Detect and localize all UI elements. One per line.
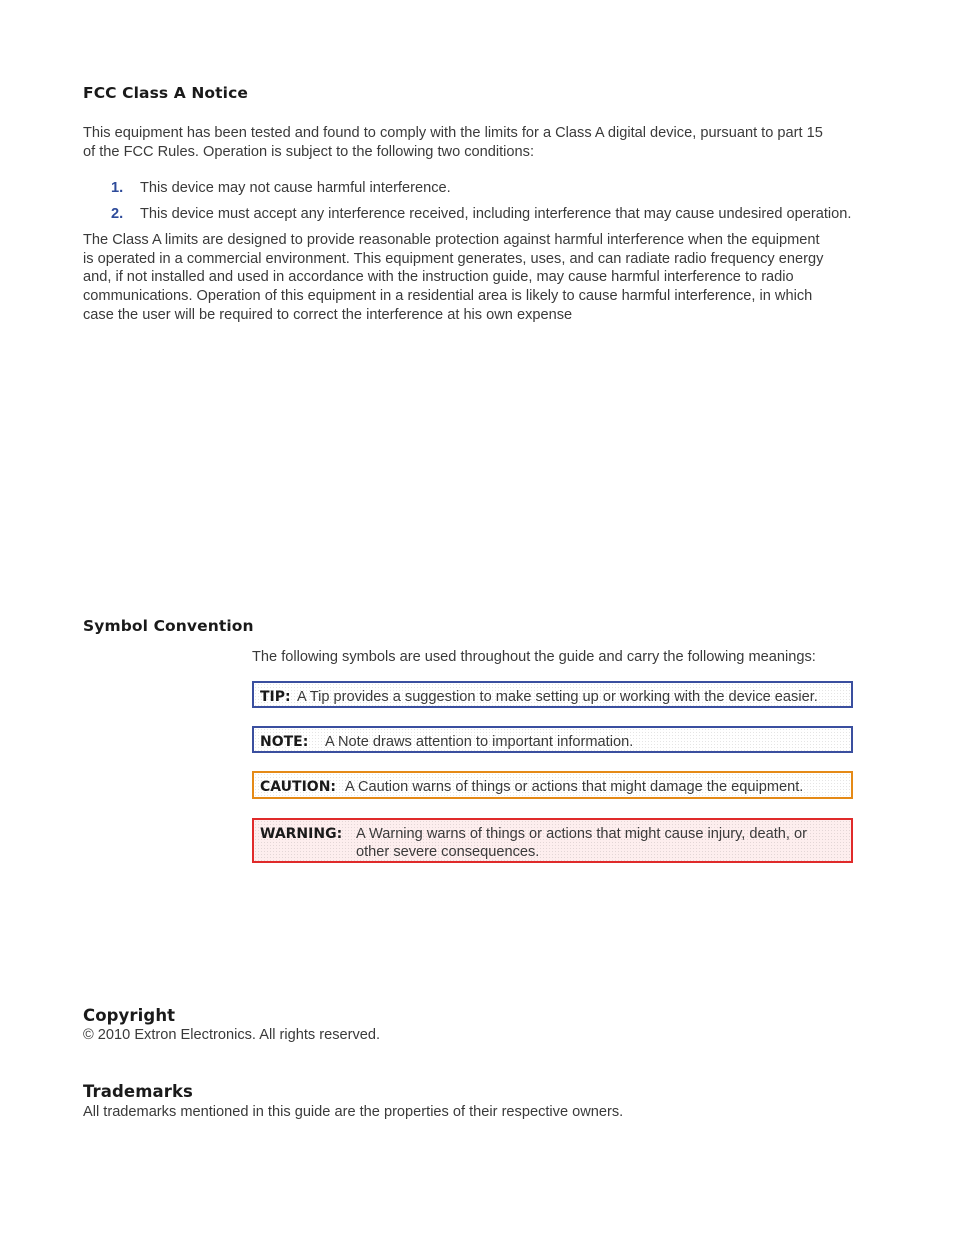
condition-text-1: This device may not cause harmful interference. [140, 180, 451, 196]
condition-number-1: 1. [111, 180, 124, 196]
note-box [252, 726, 853, 753]
trademarks-heading: Trademarks [83, 1082, 193, 1101]
fcc-limits-line-3: and, if not installed and used in accordance with the instruction guide, may cause harmful interference to radio [83, 269, 794, 285]
tip-text: A Tip provides a suggestion to make setting up or working with the device easier. [297, 689, 818, 705]
caution-box [252, 771, 853, 799]
warning-text-line-2: other severe consequences. [356, 844, 540, 860]
fcc-intro-line-1: This equipment has been tested and found to comply with the limits for a Class A digital device, pursuant to part 15 [83, 125, 823, 141]
fcc-limits-line-4: communications. Operation of this equipment in a residential area is likely to cause harmful interference, in which [83, 288, 813, 304]
warning-text-line-1: A Warning warns of things or actions that might cause injury, death, or [356, 826, 808, 842]
warning-label: WARNING: [260, 826, 343, 842]
note-text: A Note draws attention to important information. [325, 734, 634, 750]
fcc-heading: FCC Class A Notice [83, 84, 248, 102]
fcc-limits-line-5: case the user will be required to correct the interference at his own expense [83, 307, 573, 323]
note-label: NOTE: [260, 734, 309, 750]
tip-box [252, 681, 853, 708]
fcc-limits-line-1: The Class A limits are designed to provide reasonable protection against harmful interference when the equipment [83, 232, 820, 248]
copyright-text: © 2010 Extron Electronics. All rights reserved. [83, 1027, 381, 1043]
caution-text: A Caution warns of things or actions that might damage the equipment. [345, 779, 804, 795]
caution-label: CAUTION: [260, 779, 337, 795]
fcc-limits-line-2: is operated in a commercial environment. This equipment generates, uses, and can radiate radio frequency energy [83, 251, 824, 267]
condition-number-2: 2. [111, 206, 124, 222]
tip-label: TIP: [260, 689, 291, 705]
warning-box [252, 818, 853, 863]
symbols-heading: Symbol Convention [83, 617, 254, 635]
condition-text-2: This device must accept any interference received, including interference that may cause undesired operation. [140, 206, 852, 222]
symbols-intro: The following symbols are used throughout the guide and carry the following meanings: [252, 649, 816, 665]
copyright-heading: Copyright [83, 1006, 176, 1025]
fcc-intro-line-2: of the FCC Rules. Operation is subject to the following two conditions: [83, 144, 535, 160]
trademarks-text: All trademarks mentioned in this guide are the properties of their respective owners. [83, 1104, 624, 1120]
